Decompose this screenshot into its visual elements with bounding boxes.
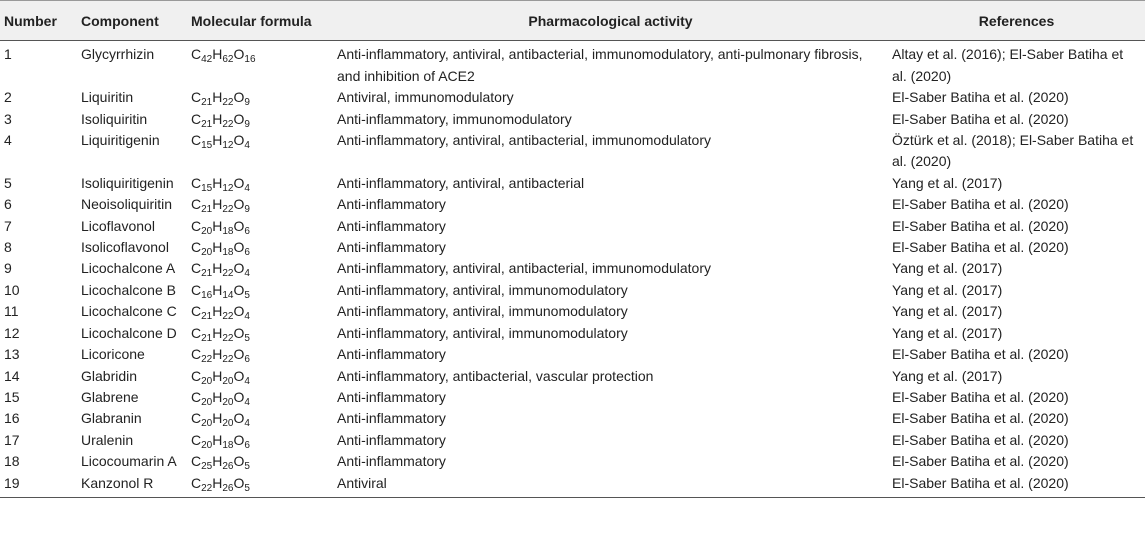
cell-references: Yang et al. (2017) — [892, 260, 1003, 277]
cell-activity: Anti-inflammatory — [337, 217, 446, 234]
table-row — [0, 301, 1145, 322]
formula-subscript: 21 — [201, 332, 213, 344]
formula-element: H — [212, 239, 223, 256]
formula-subscript: 9 — [244, 118, 250, 130]
cell-formula — [187, 451, 333, 472]
cell-formula — [187, 173, 333, 194]
formula-element: H — [212, 410, 223, 427]
formula-subscript: 26 — [222, 461, 234, 473]
formula-element: H — [212, 110, 223, 127]
formula-subscript: 20 — [201, 396, 213, 408]
table-row — [0, 344, 1145, 365]
formula-element: O — [233, 303, 245, 320]
formula-subscript: 22 — [222, 332, 234, 344]
cell-formula — [187, 473, 333, 498]
cell-formula — [187, 216, 333, 237]
cell-activity: Anti-inflammatory, antiviral, antibacterial, immunomodulatory, anti-pulmonary fibrosis, and inhibition of ACE2 — [337, 46, 863, 84]
formula-element: O — [233, 217, 245, 234]
cell-number: 12 — [4, 324, 20, 341]
formula-element: H — [212, 132, 223, 149]
formula-element: C — [191, 132, 202, 149]
formula-element: C — [191, 260, 202, 277]
cell-activity: Anti-inflammatory — [337, 239, 446, 256]
cell-formula — [187, 323, 333, 344]
cell-references: Yang et al. (2017) — [892, 303, 1003, 320]
cell-activity: Anti-inflammatory, antiviral, antibacterial, immunomodulatory — [337, 260, 711, 277]
cell-references: Yang et al. (2017) — [892, 281, 1003, 298]
formula-subscript: 18 — [222, 247, 234, 259]
cell-activity: Antiviral, immunomodulatory — [337, 89, 514, 106]
formula-element: O — [233, 367, 245, 384]
formula-element: C — [191, 367, 202, 384]
cell-references: Yang et al. (2017) — [892, 324, 1003, 341]
cell-activity: Anti-inflammatory, antiviral, antibacterial, immunomodulatory — [337, 132, 711, 149]
cell-component: Licocoumarin A — [81, 453, 177, 470]
cell-component: Licoricone — [81, 346, 145, 363]
formula-element: C — [191, 324, 202, 341]
formula-subscript: 4 — [244, 268, 250, 280]
formula-subscript: 20 — [222, 396, 234, 408]
cell-references: Yang et al. (2017) — [892, 174, 1003, 191]
header-component: Component — [77, 1, 187, 41]
formula-element: C — [191, 217, 202, 234]
formula-element: C — [191, 431, 202, 448]
formula-subscript: 21 — [201, 268, 213, 280]
cell-number: 3 — [4, 110, 12, 127]
table-row — [0, 473, 1145, 498]
formula-subscript: 20 — [201, 225, 213, 237]
formula-subscript: 21 — [201, 118, 213, 130]
formula-element: O — [233, 474, 245, 491]
table-row — [0, 430, 1145, 451]
cell-number: 8 — [4, 239, 12, 256]
cell-activity: Anti-inflammatory — [337, 453, 446, 470]
cell-activity: Anti-inflammatory, immunomodulatory — [337, 110, 572, 127]
cell-number: 15 — [4, 388, 20, 405]
formula-element: H — [212, 388, 223, 405]
table-row — [0, 87, 1145, 108]
formula-subscript: 20 — [222, 418, 234, 430]
formula-element: O — [233, 324, 245, 341]
cell-component: Licochalcone A — [81, 260, 176, 277]
cell-component: Glabrene — [81, 388, 139, 405]
cell-formula — [187, 87, 333, 108]
formula-element: O — [233, 239, 245, 256]
formula-subscript: 22 — [222, 97, 234, 109]
cell-activity: Antiviral — [333, 473, 888, 498]
cell-component: Neoisoliquiritin — [81, 196, 173, 213]
cell-formula — [187, 258, 333, 279]
cell-number: 14 — [4, 367, 20, 384]
cell-activity: Anti-inflammatory — [337, 196, 446, 213]
formula-element: H — [212, 174, 223, 191]
formula-subscript: 26 — [222, 482, 234, 494]
formula-subscript: 20 — [201, 375, 213, 387]
formula-element: H — [212, 217, 223, 234]
formula-subscript: 22 — [222, 311, 234, 323]
table-row — [0, 280, 1145, 301]
formula-subscript: 22 — [222, 268, 234, 280]
formula-element: C — [191, 89, 202, 106]
formula-element: C — [191, 110, 202, 127]
cell-references: Öztürk et al. (2018); El-Saber Batiha et al. (2020) — [892, 132, 1134, 170]
cell-references: El-Saber Batiha et al. (2020) — [892, 89, 1069, 106]
formula-subscript: 6 — [244, 225, 250, 237]
formula-subscript: 15 — [201, 182, 213, 194]
formula-element: O — [233, 196, 245, 213]
table-row — [0, 194, 1145, 215]
formula-element: O — [233, 110, 245, 127]
cell-number: 11 — [4, 303, 19, 320]
formula-element: C — [191, 410, 202, 427]
cell-number: 13 — [4, 346, 20, 363]
cell-component: Glabridin — [81, 367, 138, 384]
formula-element: O — [233, 89, 245, 106]
cell-number: 10 — [4, 281, 20, 298]
cell-formula — [187, 109, 333, 130]
cell-component: Liquiritin — [81, 89, 134, 106]
formula-subscript: 18 — [222, 439, 234, 451]
formula-element: H — [212, 453, 223, 470]
formula-subscript: 16 — [201, 289, 213, 301]
cell-formula — [187, 387, 333, 408]
cell-activity: Anti-inflammatory, antibacterial, vascular protection — [337, 367, 654, 384]
table-row — [0, 258, 1145, 279]
formula-subscript: 22 — [201, 482, 213, 494]
formula-element: C — [191, 46, 202, 63]
cell-formula — [187, 301, 333, 322]
formula-subscript: 5 — [244, 289, 250, 301]
formula-subscript: 22 — [222, 118, 234, 130]
formula-subscript: 6 — [244, 247, 250, 259]
formula-subscript: 22 — [222, 204, 234, 216]
formula-subscript: 20 — [201, 247, 213, 259]
formula-element: O — [233, 453, 245, 470]
formula-element: H — [212, 260, 223, 277]
formula-element: O — [233, 174, 245, 191]
cell-formula — [187, 41, 333, 87]
cell-component: Licochalcone B — [81, 281, 176, 298]
cell-component: Licoflavonol — [81, 217, 155, 234]
formula-element: H — [212, 303, 223, 320]
cell-component: Glycyrrhizin — [81, 46, 155, 63]
cell-number: 7 — [4, 217, 12, 234]
formula-subscript: 12 — [222, 182, 234, 194]
table-row — [0, 387, 1145, 408]
cell-formula — [187, 408, 333, 429]
formula-subscript: 14 — [222, 289, 234, 301]
table-row — [0, 41, 1145, 87]
formula-element: H — [212, 431, 223, 448]
formula-element: O — [233, 46, 245, 63]
cell-formula — [187, 130, 333, 173]
formula-subscript: 25 — [201, 461, 213, 473]
formula-subscript: 62 — [222, 54, 234, 66]
table-row — [0, 323, 1145, 344]
formula-subscript: 20 — [201, 418, 213, 430]
formula-element: O — [233, 132, 245, 149]
cell-references: Yang et al. (2017) — [892, 367, 1003, 384]
formula-subscript: 4 — [244, 311, 250, 323]
cell-references: El-Saber Batiha et al. (2020) — [892, 453, 1069, 470]
cell-activity: Anti-inflammatory — [337, 410, 446, 427]
cell-component: Liquiritigenin — [81, 132, 160, 149]
formula-element: O — [233, 260, 245, 277]
formula-subscript: 16 — [244, 54, 256, 66]
cell-component: Kanzonol R — [77, 473, 187, 498]
cell-references: El-Saber Batiha et al. (2020) — [892, 196, 1069, 213]
cell-formula — [187, 430, 333, 451]
formula-subscript: 5 — [244, 482, 250, 494]
cell-component: Isoliquiritin — [81, 110, 148, 127]
cell-activity: Anti-inflammatory, antiviral, antibacterial — [337, 174, 585, 191]
formula-element: C — [191, 453, 202, 470]
formula-subscript: 21 — [201, 97, 213, 109]
formula-subscript: 4 — [244, 375, 250, 387]
cell-formula — [187, 194, 333, 215]
formula-subscript: 4 — [244, 182, 250, 194]
formula-element: C — [191, 388, 202, 405]
table-row — [0, 237, 1145, 258]
formula-subscript: 4 — [244, 140, 250, 152]
formula-element: C — [191, 303, 202, 320]
table-row — [0, 451, 1145, 472]
formula-element: O — [233, 410, 245, 427]
formula-element: H — [212, 474, 223, 491]
table-row — [0, 130, 1145, 173]
formula-element: H — [212, 89, 223, 106]
formula-element: C — [191, 474, 202, 491]
formula-subscript: 15 — [201, 140, 213, 152]
formula-subscript: 18 — [222, 225, 234, 237]
formula-element: H — [212, 46, 223, 63]
formula-subscript: 21 — [201, 311, 213, 323]
cell-references: El-Saber Batiha et al. (2020) — [892, 431, 1069, 448]
cell-number: 1 — [4, 46, 12, 63]
header-activity: Pharmacological activity — [333, 1, 888, 41]
formula-subscript: 5 — [244, 461, 250, 473]
formula-element: H — [212, 367, 223, 384]
formula-subscript: 42 — [201, 54, 213, 66]
cell-activity: Anti-inflammatory — [337, 388, 446, 405]
formula-subscript: 21 — [201, 204, 213, 216]
cell-component: Uralenin — [81, 431, 134, 448]
formula-element: C — [191, 196, 202, 213]
formula-element: O — [233, 281, 245, 298]
formula-subscript: 9 — [244, 97, 250, 109]
formula-element: H — [212, 196, 223, 213]
cell-activity: Anti-inflammatory, antiviral, immunomodulatory — [337, 324, 628, 341]
table-row — [0, 173, 1145, 194]
formula-element: O — [233, 431, 245, 448]
table-row — [0, 216, 1145, 237]
cell-references: El-Saber Batiha et al. (2020) — [892, 217, 1069, 234]
table-row — [0, 109, 1145, 130]
cell-component: Isoliquiritigenin — [81, 174, 174, 191]
header-row — [0, 1, 1145, 41]
formula-element: C — [191, 239, 202, 256]
cell-number: 6 — [4, 196, 12, 213]
cell-component: Glabranin — [81, 410, 142, 427]
cell-number: 9 — [4, 260, 12, 277]
formula-element: C — [191, 174, 202, 191]
cell-references: El-Saber Batiha et al. (2020) — [892, 346, 1069, 363]
formula-element: H — [212, 324, 223, 341]
header-references: References — [888, 1, 1145, 41]
cell-activity: Anti-inflammatory, antiviral, immunomodulatory — [337, 281, 628, 298]
cell-number: 5 — [4, 174, 12, 191]
cell-references: El-Saber Batiha et al. (2020) — [892, 239, 1069, 256]
formula-element: C — [191, 281, 202, 298]
cell-number: 4 — [4, 132, 12, 149]
cell-references: El-Saber Batiha et al. (2020) — [892, 110, 1069, 127]
formula-subscript: 20 — [201, 439, 213, 451]
formula-element: C — [191, 346, 202, 363]
formula-element: O — [233, 388, 245, 405]
formula-subscript: 6 — [244, 439, 250, 451]
cell-number: 17 — [4, 431, 20, 448]
cell-number: 2 — [4, 89, 12, 106]
formula-subscript: 22 — [201, 354, 213, 366]
cell-references: El-Saber Batiha et al. (2020) — [892, 410, 1069, 427]
formula-subscript: 12 — [222, 140, 234, 152]
table-row — [0, 366, 1145, 387]
cell-formula — [187, 366, 333, 387]
cell-component: Isolicoflavonol — [81, 239, 169, 256]
formula-subscript: 9 — [244, 204, 250, 216]
cell-number: 16 — [4, 410, 20, 427]
cell-component: Licochalcone D — [81, 324, 177, 341]
table-body — [0, 41, 1145, 498]
cell-references: El-Saber Batiha et al. (2020) — [888, 473, 1145, 498]
cell-activity: Anti-inflammatory, antiviral, immunomodulatory — [337, 303, 628, 320]
cell-formula — [187, 280, 333, 301]
cell-references: Altay et al. (2016); El-Saber Batiha et al. (2020) — [892, 46, 1124, 84]
cell-references: El-Saber Batiha et al. (2020) — [892, 388, 1069, 405]
formula-subscript: 6 — [244, 354, 250, 366]
cell-activity: Anti-inflammatory — [337, 346, 446, 363]
formula-subscript: 4 — [244, 396, 250, 408]
cell-number: 18 — [4, 453, 20, 470]
formula-subscript: 20 — [222, 375, 234, 387]
cell-component: Licochalcone C — [81, 303, 177, 320]
formula-element: H — [212, 346, 223, 363]
table-row — [0, 408, 1145, 429]
cell-number: 19 — [0, 473, 77, 498]
formula-subscript: 4 — [244, 418, 250, 430]
formula-element: O — [233, 346, 245, 363]
table-header — [0, 1, 1145, 41]
cell-formula — [187, 237, 333, 258]
header-number: Number — [0, 1, 77, 41]
cell-activity: Anti-inflammatory — [337, 431, 446, 448]
formula-element: H — [212, 281, 223, 298]
formula-subscript: 22 — [222, 354, 234, 366]
formula-subscript: 5 — [244, 332, 250, 344]
header-formula: Molecular formula — [187, 1, 333, 41]
cell-formula — [187, 344, 333, 365]
